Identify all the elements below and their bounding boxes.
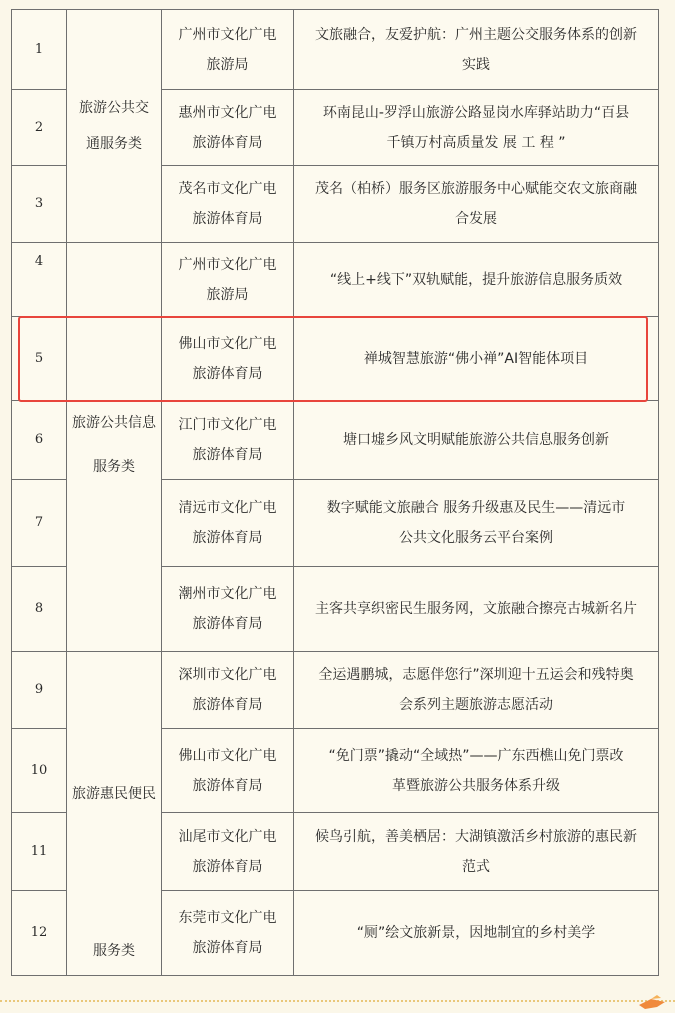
category-cell (67, 243, 162, 652)
organization-cell (162, 480, 294, 567)
project-line: 合发展 (455, 211, 497, 227)
organization-line: 茂名市文化广电 (178, 181, 277, 197)
row-number: 5 (12, 317, 67, 401)
row-number: 4 (12, 243, 67, 317)
organization-line: 广州市文化广电 (178, 26, 277, 43)
row-number: 9 (12, 652, 67, 729)
project-line: 公共文化服务云平台案例 (399, 530, 553, 546)
organization-line: 汕尾市文化广电 (178, 828, 277, 845)
project-line: 实践 (462, 56, 490, 73)
project-line: 候鸟引航，善美栖居：大湖镇激活乡村旅游的惠民新 (315, 828, 637, 845)
organization-line: 旅游体育局 (192, 530, 263, 546)
project-line: “厕”绘文旅新景，因地制宜的乡村美学 (356, 925, 596, 941)
organization-line: 江门市文化广电 (178, 417, 277, 433)
project-line: 禅城智慧旅游“佛小禅”AI智能体项目 (363, 350, 589, 367)
organization-cell (162, 567, 294, 652)
category-label-line: 旅游公共信息 (72, 415, 156, 431)
organization-line: 惠州市文化广电 (178, 104, 277, 121)
project-cell (294, 891, 659, 976)
project-line: 全运遇鹏城，志愿伴您行”深圳迎十五运会和残特奥 (318, 667, 634, 683)
row-number: 2 (12, 90, 67, 166)
project-line: 革暨旅游公共服务体系升级 (392, 777, 560, 794)
category-cell (67, 652, 162, 976)
organization-line: 佛山市文化广电 (178, 335, 277, 352)
row-number: 6 (12, 401, 67, 480)
organization-line: 旅游体育局 (192, 858, 263, 875)
project-line: 千镇万村高质量发 展 工 程 ” (386, 134, 566, 151)
project-line: 塘口墟乡风文明赋能旅游公共信息服务创新 (343, 432, 609, 448)
organization-cell (162, 317, 294, 401)
row-number: 3 (12, 166, 67, 243)
project-cell (294, 652, 659, 729)
organization-line: 旅游体育局 (192, 616, 263, 632)
organization-cell (162, 401, 294, 480)
organization-line: 潮州市文化广电 (178, 586, 277, 602)
project-cell (294, 90, 659, 166)
project-cell (294, 10, 659, 90)
organization-cell (162, 243, 294, 317)
organization-line: 旅游体育局 (192, 940, 263, 956)
organization-cell (162, 652, 294, 729)
project-cell (294, 401, 659, 480)
row-number: 11 (12, 813, 67, 891)
row-number: 7 (12, 480, 67, 567)
row-number: 1 (12, 10, 67, 90)
project-table (11, 9, 659, 976)
project-cell (294, 243, 659, 317)
decorative-ribbon-icon (637, 993, 667, 1011)
table-row (12, 10, 659, 90)
organization-cell (162, 10, 294, 90)
organization-line: 旅游体育局 (192, 447, 263, 463)
project-line: 数字赋能文旅融合 服务升级惠及民生——清远市 (326, 500, 626, 516)
bottom-divider (0, 1000, 675, 1002)
project-line: 范式 (462, 858, 490, 875)
organization-line: 深圳市文化广电 (178, 667, 277, 683)
category-label-line: 旅游公共交 (79, 100, 149, 116)
project-cell (294, 729, 659, 813)
organization-line: 旅游体育局 (192, 134, 263, 151)
table-row (12, 652, 659, 729)
category-label-line: 通服务类 (86, 136, 142, 152)
project-cell (294, 567, 659, 652)
organization-line: 广州市文化广电 (178, 256, 277, 273)
organization-line: 旅游局 (206, 286, 249, 303)
organization-cell (162, 166, 294, 243)
organization-line: 旅游局 (206, 56, 249, 73)
project-cell (294, 166, 659, 243)
row-number: 12 (12, 891, 67, 976)
organization-line: 旅游体育局 (192, 777, 263, 794)
organization-cell (162, 891, 294, 976)
organization-line: 东莞市文化广电 (178, 910, 277, 926)
organization-line: 旅游体育局 (192, 697, 263, 713)
organization-line: 清远市文化广电 (178, 500, 277, 516)
organization-cell (162, 729, 294, 813)
project-line: “免门票”撬动“全域热”——广东西樵山免门票改 (328, 747, 624, 764)
project-line: 会系列主题旅游志愿活动 (399, 697, 553, 713)
organization-cell (162, 813, 294, 891)
category-cell (67, 10, 162, 243)
organization-line: 旅游体育局 (192, 365, 263, 382)
project-line: 环南昆山-罗浮山旅游公路显岗水库驿站助力“百县 (322, 104, 630, 121)
category-label-line: 服务类 (93, 459, 135, 475)
organization-line: 旅游体育局 (192, 211, 263, 227)
project-line: “线上+线下”双轨赋能，提升旅游信息服务质效 (329, 271, 623, 288)
row-number: 10 (12, 729, 67, 813)
table-row (12, 243, 659, 317)
row-number: 8 (12, 567, 67, 652)
project-line: 主客共享织密民生服务网，文旅融合擦亮古城新名片 (315, 601, 637, 617)
category-label-line: 服务类 (93, 943, 135, 959)
project-line: 茂名（柏桥）服务区旅游服务中心赋能交农文旅商融 (315, 181, 637, 197)
project-cell (294, 480, 659, 567)
project-cell (294, 317, 659, 401)
organization-line: 佛山市文化广电 (178, 747, 277, 764)
project-line: 文旅融合，友爱护航：广州主题公交服务体系的创新 (315, 26, 637, 43)
category-label-line: 旅游惠民便民 (72, 786, 156, 802)
organization-cell (162, 90, 294, 166)
project-cell (294, 813, 659, 891)
